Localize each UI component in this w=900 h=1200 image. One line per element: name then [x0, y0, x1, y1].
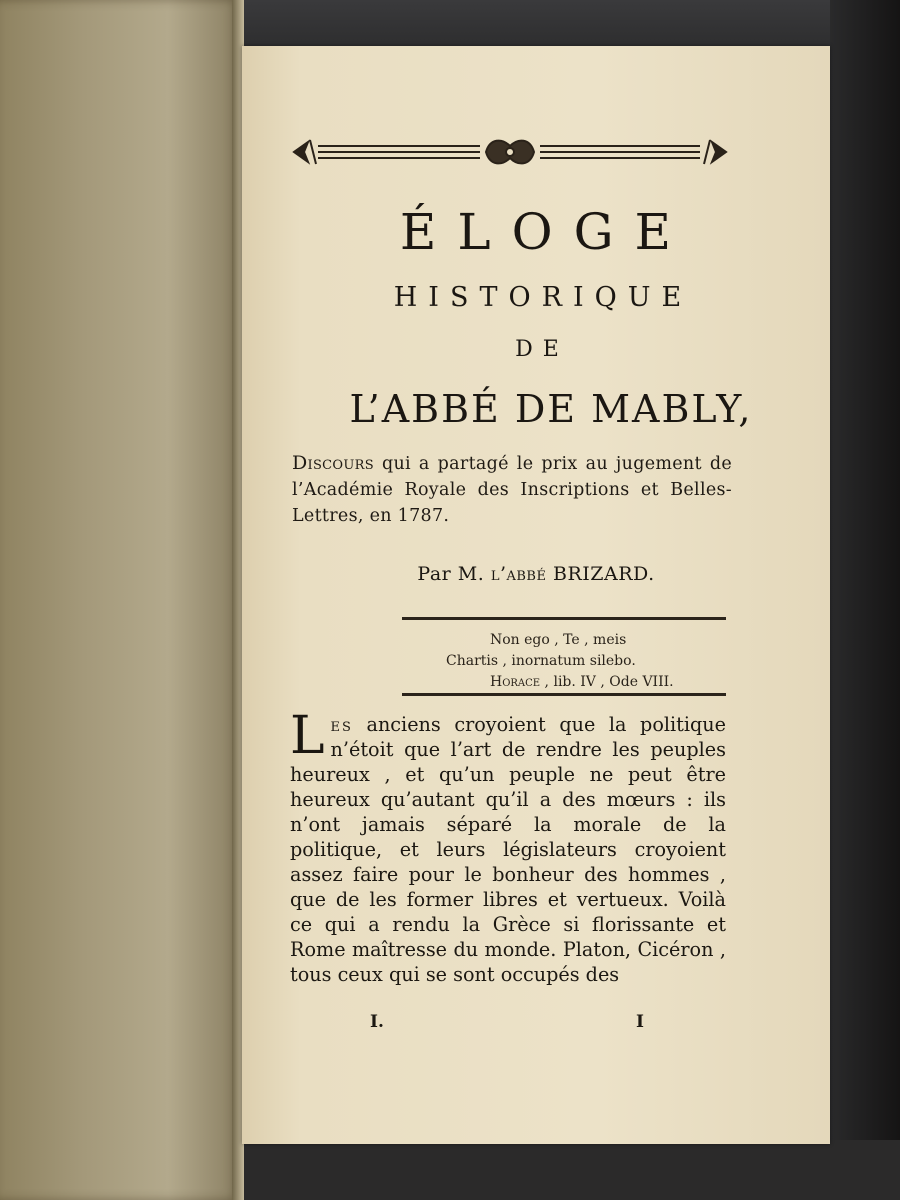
title-eloge: ÉLOGE — [399, 203, 693, 261]
epigraph-line: Non ego , Te , meis — [490, 632, 627, 648]
background-right — [830, 0, 900, 1200]
epigraph-source-name: Horace — [490, 674, 541, 690]
body-paragraph — [290, 706, 726, 987]
subtitle-lead: Discours — [292, 452, 374, 474]
epigraph-source-ref: , lib. IV , Ode VIII. — [540, 674, 674, 690]
divider-top — [402, 617, 726, 620]
author-name: l’abbé BRIZARD. — [490, 563, 655, 585]
title-de: DE — [515, 337, 569, 362]
body-text: anciens croyoient que la politique n’étoit que l’art de rendre les peuples heureux , et qu’un peuple ne peut être heureux qu’autant qu’il a des mœurs : ils n’ont jamais séparé la morale de la politique, et leurs législateurs croyoient assez faire pour le bonheur des hommes , que de les former libres et vertueux. Voilà ce qui a rendu la Grèce si florissante et Rome maîtresse du monde. Platon, Cicéron , tous ceux qui se sont occupés des — [290, 713, 726, 986]
subtitle-discours — [292, 450, 732, 529]
subtitle-text: qui a partagé le prix au jugement de l’Académie Royale des Inscriptions et Belles-Lettres, en 1787. — [292, 454, 732, 526]
author-prefix: Par M. — [417, 563, 491, 585]
body-small-caps: es — [330, 713, 353, 736]
epigraph-source — [402, 672, 726, 693]
signature-mark: I. — [370, 1012, 384, 1032]
author-line — [242, 560, 830, 588]
book-cover — [0, 0, 240, 1200]
title-abbe-de-mably: L’ABBÉ DE MABLY, — [349, 387, 753, 431]
ornament-headpiece — [290, 132, 730, 172]
signature-number: I — [636, 1012, 644, 1032]
title-historique: HISTORIQUE — [393, 282, 693, 313]
epigraph — [402, 630, 726, 693]
epigraph-line: Chartis , inornatum silebo. — [446, 653, 636, 669]
background-bottom — [230, 1140, 900, 1200]
drop-cap: L — [290, 706, 325, 766]
divider-bottom — [402, 693, 726, 696]
